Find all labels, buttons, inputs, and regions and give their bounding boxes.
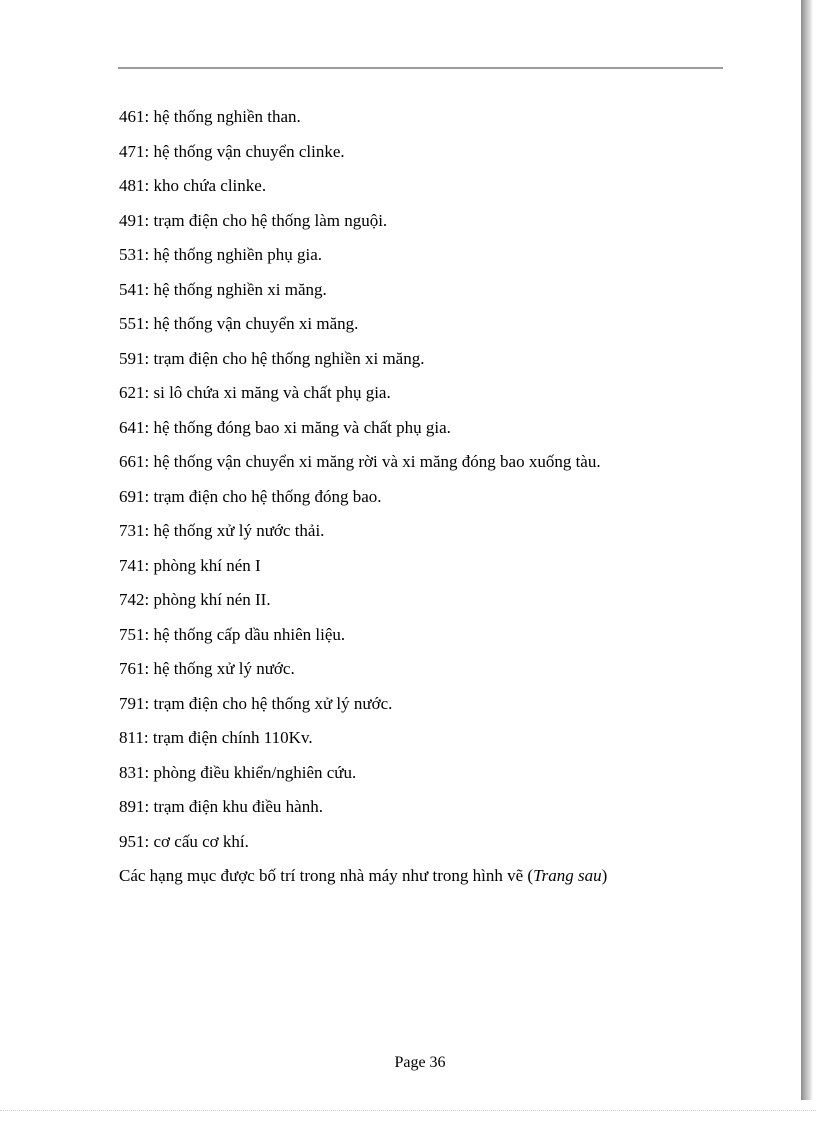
item-text: trạm điện cho hệ thống đóng bao.	[153, 486, 382, 506]
list-item	[119, 790, 759, 825]
list-item	[119, 342, 759, 377]
item-code: 761 :	[119, 659, 153, 678]
page-bottom-edge	[0, 1110, 816, 1111]
item-text: phòng khí nén I	[153, 555, 261, 575]
item-code: 551 :	[119, 314, 153, 333]
closing-paragraph	[119, 859, 759, 894]
list-item	[119, 652, 759, 687]
item-code: 741 :	[119, 556, 153, 575]
entry-list	[119, 100, 759, 859]
closing-text: Các hạng mục được bố trí trong nhà máy như trong hình vẽ (	[119, 866, 534, 885]
item-text: trạm điện cho hệ thống xử lý nước.	[153, 693, 393, 713]
item-text: hệ thống vận chuyển xi măng.	[153, 314, 359, 333]
item-text: hệ thống xử lý nước.	[153, 659, 295, 678]
item-text: hệ thống vận chuyển xi măng rời và xi măng đóng bao xuống tàu.	[153, 452, 601, 471]
item-text: cơ cấu cơ khí.	[153, 831, 249, 851]
item-text: hệ thống cấp dầu nhiên liệu.	[153, 624, 346, 644]
list-item	[119, 238, 759, 273]
list-item	[119, 376, 759, 411]
list-item	[119, 825, 759, 860]
page-number: Page 36	[394, 1054, 446, 1071]
item-text: trạm điện cho hệ thống làm nguội.	[153, 210, 388, 230]
item-code: 531 :	[119, 245, 153, 264]
list-item	[119, 480, 759, 515]
list-item	[119, 135, 759, 170]
page-edge-shadow	[801, 0, 813, 1100]
item-text: hệ thống nghiền xi măng.	[153, 279, 327, 299]
item-text: hệ thống nghiền phụ gia.	[153, 245, 323, 264]
item-code: 591 :	[119, 349, 153, 368]
item-text: trạm điện cho hệ thống nghiền xi măng.	[153, 348, 425, 368]
list-item	[119, 204, 759, 239]
item-code: 891 :	[119, 797, 153, 816]
item-code: 461 :	[119, 107, 153, 126]
list-item	[119, 411, 759, 446]
item-text: si lô chứa xi măng và chất phụ gia.	[153, 383, 391, 402]
item-code: 691 :	[119, 487, 153, 506]
item-code: 951 :	[119, 832, 153, 851]
item-code: 831 :	[119, 763, 153, 782]
list-item	[119, 549, 759, 584]
item-code: 742 :	[119, 590, 153, 609]
item-code: 541 :	[119, 280, 153, 299]
list-item	[119, 307, 759, 342]
item-text: hệ thống đóng bao xi măng và chất phụ gia.	[153, 417, 451, 437]
closing-suffix: )	[601, 866, 608, 885]
item-text: trạm điện khu điều hành.	[153, 797, 323, 816]
list-item	[119, 721, 759, 756]
list-item	[119, 445, 759, 480]
list-item	[119, 514, 759, 549]
item-text: hệ thống xử lý nước thải.	[153, 521, 325, 540]
list-item	[119, 687, 759, 722]
list-item	[119, 583, 759, 618]
item-code: 751 :	[119, 625, 153, 644]
item-code: 791 :	[119, 694, 153, 713]
item-text: hệ thống vận chuyển clinke.	[153, 141, 345, 161]
item-code: 621 :	[119, 383, 153, 402]
item-text: trạm điện chính 110Kv.	[152, 728, 313, 747]
header-rule	[118, 67, 723, 69]
page-footer	[0, 1052, 816, 1074]
item-text: phòng điều khiển/nghiên cứu.	[153, 762, 357, 782]
document-body	[119, 100, 759, 894]
list-item	[119, 273, 759, 308]
list-item	[119, 169, 759, 204]
item-code: 491 :	[119, 211, 153, 230]
item-text: kho chứa clinke.	[153, 176, 267, 195]
item-code: 811 :	[119, 728, 153, 747]
list-item	[119, 618, 759, 653]
item-code: 661 :	[119, 452, 153, 471]
item-text: hệ thống nghiền than.	[153, 107, 301, 126]
list-item	[119, 756, 759, 791]
item-code: 641 :	[119, 418, 153, 437]
list-item	[119, 100, 759, 135]
item-code: 731 :	[119, 521, 153, 540]
item-code: 481 :	[119, 176, 153, 195]
item-text: phòng khí nén II.	[153, 590, 271, 609]
item-code: 471 :	[119, 142, 153, 161]
closing-emphasis: Trang sau	[533, 866, 602, 885]
